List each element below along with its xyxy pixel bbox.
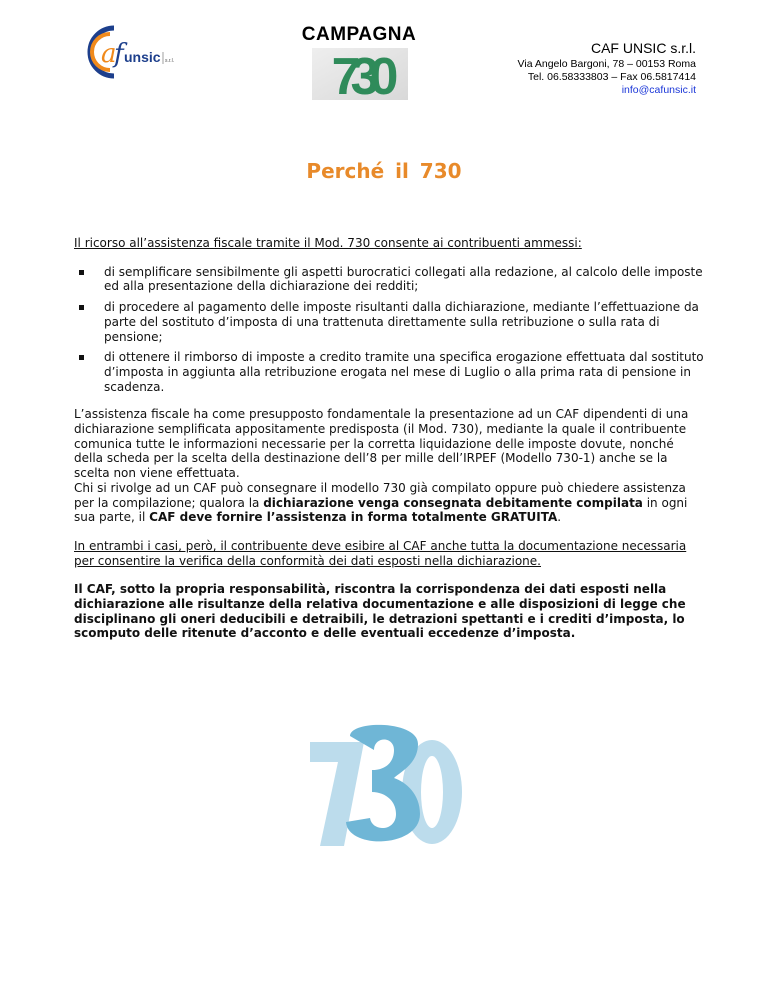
caf-unsic-logo bbox=[84, 20, 174, 82]
campaign-730-badge bbox=[312, 48, 408, 100]
list-item-text: di ottenere il rimborso di imposte a credito tramite una specifica erogazione effettuata dal sostituto d’imposta in aggiunta alla retribuzione erogata nel mese di Luglio o alla prima rata di pensione in scadenza. bbox=[104, 350, 704, 394]
benefits-list bbox=[74, 265, 704, 395]
svg-text:a: a bbox=[101, 39, 117, 69]
svg-text:730: 730 bbox=[331, 48, 389, 100]
caf-email-link[interactable]: info@cafunsic.it bbox=[621, 84, 696, 96]
bullet-square-icon bbox=[79, 270, 84, 275]
svg-text:unsic: unsic bbox=[124, 49, 161, 65]
svg-text:s.r.l.: s.r.l. bbox=[165, 58, 174, 64]
bold-text: dichiarazione venga consegnata debitamente compilata bbox=[263, 495, 643, 510]
svg-text:f: f bbox=[114, 39, 124, 69]
list-item-text: di semplificare sensibilmente gli aspetti burocratici collegati alla redazione, al calcolo delle imposte ed alla presentazione della dichiarazione dei redditi; bbox=[104, 264, 703, 294]
caf-phone-fax: Tel. 06.58333803 – Fax 06.5817414 bbox=[527, 71, 696, 83]
bold-text: CAF deve fornire l’assistenza in forma totalmente GRATUITA bbox=[149, 510, 558, 525]
bullet-square-icon bbox=[79, 305, 84, 310]
paragraph-documentazione: In entrambi i casi, però, il contribuente deve esibire al CAF anche tutta la documentazione necessaria per consentire la verifica della conformità dei dati esposti nella dichiarazione. bbox=[74, 538, 687, 568]
list-item bbox=[74, 265, 704, 294]
paragraph-presupposto: L’assistenza fiscale ha come presupposto fondamentale la presentazione ad un CAF dipendenti di una dichiarazione semplificata appositamente predisposta (il Mod. 730), mediante la quale il contribuente comunica tutte le informazioni necessarie per la corretta liquidazione delle imposte dovute, nonché della scheda per la scelta della destinazione dell’8 per mille dell’IRPEF (Modello 730-1) anche se la scelta non viene effettuata. bbox=[74, 407, 689, 481]
list-item-text: di procedere al pagamento delle imposte risultanti dalla dichiarazione, mediante l’effettuazione da parte del sostituto d’imposta di una trattenuta direttamente sulla retribuzione o sulla rata di pensione; bbox=[104, 300, 699, 344]
paragraph-responsabilita: Il CAF, sotto la propria responsabilità, riscontra la corrispondenza dei dati esposti nella dichiarazione alle risultanze della relativa documentazione e alle disposizioni di legge che disciplinano gli oneri deducibili e detraibili, le detrazioni spettanti e i crediti d’imposta, lo scomputo delle ritenute d’acconto e delle eventuali eccedenze d’imposta. bbox=[74, 582, 686, 641]
campaign-title: CAMPAGNA bbox=[301, 24, 417, 45]
list-item bbox=[74, 300, 704, 344]
caf-name: CAF UNSIC s.r.l. bbox=[590, 40, 696, 56]
caf-address: Via Angelo Bargoni, 78 – 00153 Roma bbox=[517, 58, 696, 70]
intro-text: Il ricorso all’assistenza fiscale tramite il Mod. 730 consente ai contribuenti ammessi: bbox=[74, 236, 582, 250]
page-title: Perché il 730 bbox=[306, 159, 462, 183]
paragraph-assistenza: Chi si rivolge ad un CAF può consegnare il modello 730 già compilato oppure può chiedere assistenza per la compilazione; qualora la dichiarazione venga consegnata debitamente compilata in ogni sua parte, il CAF deve fornire l’assistenza in forma totalmente GRATUITA. bbox=[74, 480, 688, 525]
document-body bbox=[74, 236, 704, 641]
bullet-square-icon bbox=[79, 355, 84, 360]
730-watermark-graphic bbox=[306, 722, 464, 846]
list-item bbox=[74, 350, 704, 394]
